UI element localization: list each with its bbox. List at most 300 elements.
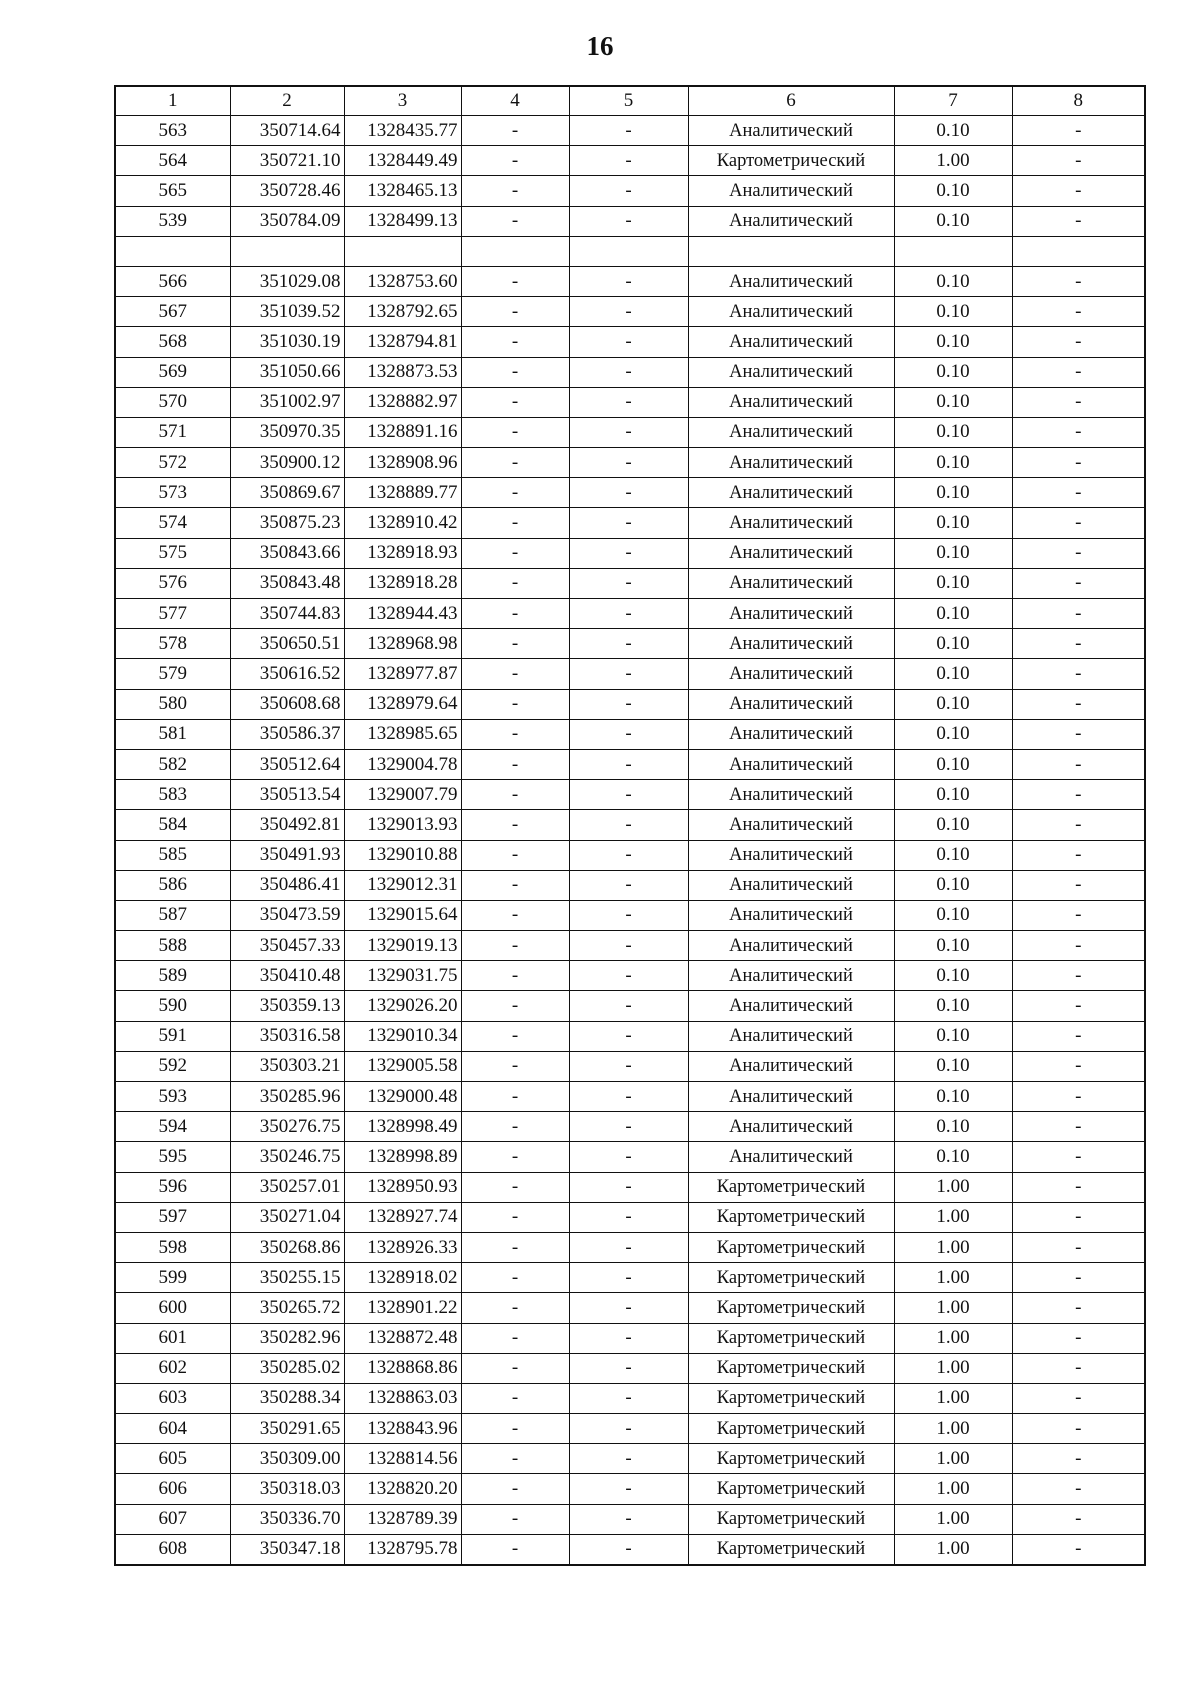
table-cell: - bbox=[1012, 1444, 1145, 1474]
table-cell: - bbox=[569, 327, 688, 357]
table-cell: 350246.75 bbox=[230, 1142, 344, 1172]
table-cell: - bbox=[461, 870, 569, 900]
table-cell: - bbox=[461, 840, 569, 870]
table-cell: 350608.68 bbox=[230, 689, 344, 719]
table-cell: - bbox=[569, 931, 688, 961]
table-cell: 590 bbox=[115, 991, 230, 1021]
table-cell: Аналитический bbox=[688, 689, 894, 719]
table-cell: - bbox=[1012, 1504, 1145, 1534]
table-cell bbox=[1012, 236, 1145, 266]
table-cell: 351050.66 bbox=[230, 357, 344, 387]
table-cell: - bbox=[461, 719, 569, 749]
table-cell: - bbox=[569, 387, 688, 417]
table-cell: 1328435.77 bbox=[344, 116, 461, 146]
table-row bbox=[115, 1534, 1145, 1565]
table-cell: - bbox=[461, 629, 569, 659]
table-cell: 1.00 bbox=[894, 1474, 1012, 1504]
table-cell: - bbox=[1012, 1383, 1145, 1413]
table-cell: - bbox=[1012, 931, 1145, 961]
table-cell: - bbox=[1012, 327, 1145, 357]
table-row bbox=[115, 810, 1145, 840]
table-row bbox=[115, 1414, 1145, 1444]
table-cell: 1.00 bbox=[894, 1293, 1012, 1323]
table-cell: 0.10 bbox=[894, 387, 1012, 417]
table-cell: Картометрический bbox=[688, 1263, 894, 1293]
table-cell bbox=[230, 236, 344, 266]
table-cell: 1328820.20 bbox=[344, 1474, 461, 1504]
table-cell: Аналитический bbox=[688, 478, 894, 508]
table-cell: 350512.64 bbox=[230, 749, 344, 779]
table-cell: - bbox=[569, 1021, 688, 1051]
table-cell: 598 bbox=[115, 1232, 230, 1262]
table-cell: - bbox=[569, 961, 688, 991]
table-cell: 350303.21 bbox=[230, 1051, 344, 1081]
table-cell: - bbox=[461, 1534, 569, 1565]
table-row bbox=[115, 931, 1145, 961]
table-cell: 0.10 bbox=[894, 357, 1012, 387]
table-cell: 351039.52 bbox=[230, 297, 344, 327]
table-cell: 350288.34 bbox=[230, 1383, 344, 1413]
table-cell: - bbox=[569, 417, 688, 447]
table-cell: 566 bbox=[115, 266, 230, 296]
table-cell: 604 bbox=[115, 1414, 230, 1444]
table-cell: - bbox=[569, 266, 688, 296]
table-cell: Картометрический bbox=[688, 1504, 894, 1534]
table-cell: - bbox=[1012, 1112, 1145, 1142]
table-cell: 0.10 bbox=[894, 568, 1012, 598]
table-cell: - bbox=[461, 1202, 569, 1232]
table-cell: 1328789.39 bbox=[344, 1504, 461, 1534]
table-row bbox=[115, 1082, 1145, 1112]
table-cell: - bbox=[1012, 176, 1145, 206]
table-row bbox=[115, 478, 1145, 508]
table-cell: 1328873.53 bbox=[344, 357, 461, 387]
table-cell: 1328985.65 bbox=[344, 719, 461, 749]
table-cell bbox=[894, 236, 1012, 266]
column-header-6: 6 bbox=[688, 86, 894, 116]
table-cell: - bbox=[461, 1474, 569, 1504]
table-cell: - bbox=[461, 116, 569, 146]
table-cell: Картометрический bbox=[688, 1444, 894, 1474]
table-cell: - bbox=[1012, 961, 1145, 991]
table-cell: - bbox=[1012, 417, 1145, 447]
table-cell: 0.10 bbox=[894, 870, 1012, 900]
table-cell: 1328499.13 bbox=[344, 206, 461, 236]
column-header-8: 8 bbox=[1012, 86, 1145, 116]
table-cell: - bbox=[569, 1051, 688, 1081]
table-cell: Картометрический bbox=[688, 1202, 894, 1232]
table-cell: 0.10 bbox=[894, 840, 1012, 870]
table-cell: - bbox=[1012, 1323, 1145, 1353]
table-row bbox=[115, 961, 1145, 991]
table-cell: - bbox=[1012, 538, 1145, 568]
table-cell: 608 bbox=[115, 1534, 230, 1565]
table-cell: 350486.41 bbox=[230, 870, 344, 900]
table-cell: - bbox=[1012, 508, 1145, 538]
table-header-row bbox=[115, 86, 1145, 116]
table-cell: 350714.64 bbox=[230, 116, 344, 146]
table-cell: 1328977.87 bbox=[344, 659, 461, 689]
table-cell: - bbox=[461, 659, 569, 689]
page-number: 16 bbox=[586, 31, 614, 61]
table-cell: - bbox=[1012, 206, 1145, 236]
table-cell: - bbox=[461, 1444, 569, 1474]
table-cell: 350316.58 bbox=[230, 1021, 344, 1051]
table-cell: - bbox=[1012, 357, 1145, 387]
table-cell: Аналитический bbox=[688, 538, 894, 568]
table-cell: Картометрический bbox=[688, 1293, 894, 1323]
table-cell: - bbox=[1012, 1202, 1145, 1232]
table-cell: 1328998.89 bbox=[344, 1142, 461, 1172]
table-cell: 1329012.31 bbox=[344, 870, 461, 900]
table-row bbox=[115, 448, 1145, 478]
table-row bbox=[115, 1383, 1145, 1413]
table-row bbox=[115, 417, 1145, 447]
table-cell: - bbox=[569, 1474, 688, 1504]
table-cell: - bbox=[569, 689, 688, 719]
table-cell: 350875.23 bbox=[230, 508, 344, 538]
table-cell: - bbox=[461, 568, 569, 598]
table-cell: 578 bbox=[115, 629, 230, 659]
table-cell: - bbox=[461, 1414, 569, 1444]
table-cell: - bbox=[461, 599, 569, 629]
table-cell: 1328794.81 bbox=[344, 327, 461, 357]
table-cell: Аналитический bbox=[688, 1142, 894, 1172]
table-cell: Картометрический bbox=[688, 1353, 894, 1383]
table-row bbox=[115, 629, 1145, 659]
coordinates-table bbox=[114, 85, 1146, 1566]
table-cell: 350869.67 bbox=[230, 478, 344, 508]
table-cell: - bbox=[461, 931, 569, 961]
table-cell: 1328449.49 bbox=[344, 146, 461, 176]
table-cell: 0.10 bbox=[894, 599, 1012, 629]
table-cell: 569 bbox=[115, 357, 230, 387]
table-row bbox=[115, 1474, 1145, 1504]
table-cell: - bbox=[569, 749, 688, 779]
table-cell: - bbox=[569, 840, 688, 870]
table-cell: 350309.00 bbox=[230, 1444, 344, 1474]
table-cell: Аналитический bbox=[688, 266, 894, 296]
table-cell: 1328792.65 bbox=[344, 297, 461, 327]
table-cell: Аналитический bbox=[688, 900, 894, 930]
table-cell: - bbox=[1012, 1082, 1145, 1112]
table-cell: Аналитический bbox=[688, 1051, 894, 1081]
table-cell: - bbox=[569, 448, 688, 478]
table-cell: - bbox=[1012, 1353, 1145, 1383]
table-cell: Аналитический bbox=[688, 508, 894, 538]
table-row bbox=[115, 327, 1145, 357]
table-cell: - bbox=[569, 1082, 688, 1112]
table-cell: Аналитический bbox=[688, 448, 894, 478]
table-cell: 1328889.77 bbox=[344, 478, 461, 508]
table-cell: - bbox=[461, 1323, 569, 1353]
table-cell: 0.10 bbox=[894, 810, 1012, 840]
table-cell: 593 bbox=[115, 1082, 230, 1112]
table-cell: 1328918.28 bbox=[344, 568, 461, 598]
table-cell: - bbox=[569, 1534, 688, 1565]
table-cell: 1328918.93 bbox=[344, 538, 461, 568]
table-row bbox=[115, 1051, 1145, 1081]
table-cell: 0.10 bbox=[894, 116, 1012, 146]
table-cell: 1328950.93 bbox=[344, 1172, 461, 1202]
table-cell: - bbox=[569, 1263, 688, 1293]
table-cell: - bbox=[461, 1232, 569, 1262]
table-cell: 350728.46 bbox=[230, 176, 344, 206]
table-cell: - bbox=[569, 629, 688, 659]
table-cell: - bbox=[461, 689, 569, 719]
table-cell: - bbox=[569, 357, 688, 387]
table-cell: - bbox=[569, 780, 688, 810]
table-cell: - bbox=[1012, 387, 1145, 417]
column-header-4: 4 bbox=[461, 86, 569, 116]
table-cell: 597 bbox=[115, 1202, 230, 1232]
table-cell: Аналитический bbox=[688, 961, 894, 991]
table-cell: Аналитический bbox=[688, 417, 894, 447]
table-cell: 605 bbox=[115, 1444, 230, 1474]
table-cell: 591 bbox=[115, 1021, 230, 1051]
table-cell: - bbox=[461, 1021, 569, 1051]
table-cell: 1329010.88 bbox=[344, 840, 461, 870]
table-cell: Картометрический bbox=[688, 1474, 894, 1504]
table-cell: 596 bbox=[115, 1172, 230, 1202]
table-cell: - bbox=[1012, 568, 1145, 598]
table-cell: - bbox=[569, 659, 688, 689]
table-cell: - bbox=[569, 1323, 688, 1353]
table-row bbox=[115, 1323, 1145, 1353]
table-row bbox=[115, 1202, 1145, 1232]
table-cell: - bbox=[569, 719, 688, 749]
table-cell: 1329005.58 bbox=[344, 1051, 461, 1081]
table-cell: 0.10 bbox=[894, 689, 1012, 719]
table-cell: 573 bbox=[115, 478, 230, 508]
table-row bbox=[115, 870, 1145, 900]
table-cell: - bbox=[461, 780, 569, 810]
table-cell: 579 bbox=[115, 659, 230, 689]
table-cell: - bbox=[1012, 1534, 1145, 1565]
table-cell: 1329013.93 bbox=[344, 810, 461, 840]
table-cell: Аналитический bbox=[688, 599, 894, 629]
table-cell: Аналитический bbox=[688, 387, 894, 417]
table-cell: - bbox=[1012, 810, 1145, 840]
table-cell: - bbox=[569, 508, 688, 538]
table-cell: 351002.97 bbox=[230, 387, 344, 417]
table-cell: - bbox=[1012, 266, 1145, 296]
table-row bbox=[115, 1293, 1145, 1323]
table-cell: 0.10 bbox=[894, 961, 1012, 991]
table-body bbox=[115, 116, 1145, 1566]
table-cell: - bbox=[1012, 1232, 1145, 1262]
table-cell: - bbox=[1012, 689, 1145, 719]
table-cell: 1328891.16 bbox=[344, 417, 461, 447]
table-cell: Картометрический bbox=[688, 1232, 894, 1262]
table-row bbox=[115, 599, 1145, 629]
table-cell: - bbox=[1012, 297, 1145, 327]
table-cell: - bbox=[461, 417, 569, 447]
table-cell: 588 bbox=[115, 931, 230, 961]
table-cell: - bbox=[1012, 1414, 1145, 1444]
table-cell: 0.10 bbox=[894, 448, 1012, 478]
table-cell: - bbox=[569, 1383, 688, 1413]
table-cell: - bbox=[569, 1202, 688, 1232]
table-cell: 0.10 bbox=[894, 1142, 1012, 1172]
table-cell: - bbox=[1012, 116, 1145, 146]
table-cell: 1329026.20 bbox=[344, 991, 461, 1021]
table-row bbox=[115, 1504, 1145, 1534]
table-cell: 1328968.98 bbox=[344, 629, 461, 659]
table-cell: 0.10 bbox=[894, 417, 1012, 447]
table-cell: - bbox=[569, 1142, 688, 1172]
table-cell: 350843.48 bbox=[230, 568, 344, 598]
table-cell: - bbox=[569, 146, 688, 176]
table-cell: - bbox=[1012, 1051, 1145, 1081]
table-cell: 584 bbox=[115, 810, 230, 840]
table-cell: 0.10 bbox=[894, 508, 1012, 538]
table-cell: - bbox=[1012, 659, 1145, 689]
table-cell: 1.00 bbox=[894, 1263, 1012, 1293]
column-header-1: 1 bbox=[115, 86, 230, 116]
table-row bbox=[115, 1112, 1145, 1142]
table-cell: - bbox=[461, 206, 569, 236]
table-cell: 1.00 bbox=[894, 1172, 1012, 1202]
table-cell bbox=[344, 236, 461, 266]
table-cell: 1328882.97 bbox=[344, 387, 461, 417]
table-cell: 601 bbox=[115, 1323, 230, 1353]
table-cell: 1.00 bbox=[894, 1202, 1012, 1232]
column-header-5: 5 bbox=[569, 86, 688, 116]
table-cell: - bbox=[461, 1142, 569, 1172]
table-cell: Аналитический bbox=[688, 810, 894, 840]
table-cell: 0.10 bbox=[894, 176, 1012, 206]
table-cell: - bbox=[569, 538, 688, 568]
table-cell: Картометрический bbox=[688, 1383, 894, 1413]
table-row bbox=[115, 1444, 1145, 1474]
table-cell: - bbox=[461, 1353, 569, 1383]
table-cell: 607 bbox=[115, 1504, 230, 1534]
table-row bbox=[115, 1353, 1145, 1383]
table-cell: Аналитический bbox=[688, 719, 894, 749]
table-cell: 1.00 bbox=[894, 1504, 1012, 1534]
table-cell: - bbox=[1012, 599, 1145, 629]
table-cell: Аналитический bbox=[688, 206, 894, 236]
table-cell: - bbox=[461, 327, 569, 357]
table-row bbox=[115, 900, 1145, 930]
table-cell: 0.10 bbox=[894, 900, 1012, 930]
table-cell: 0.10 bbox=[894, 1082, 1012, 1112]
table-cell: - bbox=[1012, 719, 1145, 749]
table-cell: 1328944.43 bbox=[344, 599, 461, 629]
table-cell: - bbox=[569, 810, 688, 840]
table-cell: - bbox=[1012, 1293, 1145, 1323]
table-cell: 592 bbox=[115, 1051, 230, 1081]
table-cell: - bbox=[569, 1293, 688, 1323]
table-cell: 350285.02 bbox=[230, 1353, 344, 1383]
table-cell: - bbox=[461, 297, 569, 327]
table-cell: 1329015.64 bbox=[344, 900, 461, 930]
table-cell: 350276.75 bbox=[230, 1112, 344, 1142]
table-cell bbox=[688, 236, 894, 266]
table-cell: Аналитический bbox=[688, 870, 894, 900]
table-cell: - bbox=[569, 176, 688, 206]
table-cell: - bbox=[461, 810, 569, 840]
table-cell: - bbox=[461, 357, 569, 387]
table-cell: 585 bbox=[115, 840, 230, 870]
table-row bbox=[115, 1232, 1145, 1262]
table-cell: Аналитический bbox=[688, 327, 894, 357]
table-cell: 567 bbox=[115, 297, 230, 327]
table-cell: 1.00 bbox=[894, 1232, 1012, 1262]
table-cell: - bbox=[569, 870, 688, 900]
table-cell: 0.10 bbox=[894, 629, 1012, 659]
table-cell: 0.10 bbox=[894, 206, 1012, 236]
table-cell: 565 bbox=[115, 176, 230, 206]
table-cell: Картометрический bbox=[688, 1172, 894, 1202]
table-row bbox=[115, 357, 1145, 387]
table-cell: - bbox=[461, 1172, 569, 1202]
table-cell: - bbox=[461, 538, 569, 568]
table-cell: 594 bbox=[115, 1112, 230, 1142]
table-cell: - bbox=[569, 599, 688, 629]
table-cell: 1328843.96 bbox=[344, 1414, 461, 1444]
table-cell: 350347.18 bbox=[230, 1534, 344, 1565]
table-cell: 350616.52 bbox=[230, 659, 344, 689]
table-cell: 1328901.22 bbox=[344, 1293, 461, 1323]
table-cell: 0.10 bbox=[894, 266, 1012, 296]
table-cell: 1328814.56 bbox=[344, 1444, 461, 1474]
table-cell: Картометрический bbox=[688, 1534, 894, 1565]
table-cell: Аналитический bbox=[688, 749, 894, 779]
table-cell: 595 bbox=[115, 1142, 230, 1172]
table-row bbox=[115, 266, 1145, 296]
table-cell: - bbox=[569, 1112, 688, 1142]
table-cell: 581 bbox=[115, 719, 230, 749]
table-cell: 1329019.13 bbox=[344, 931, 461, 961]
table-cell: 600 bbox=[115, 1293, 230, 1323]
table-row bbox=[115, 1142, 1145, 1172]
table-cell: 603 bbox=[115, 1383, 230, 1413]
table-cell: 1329031.75 bbox=[344, 961, 461, 991]
table-cell: 1.00 bbox=[894, 1534, 1012, 1565]
table-cell: 351030.19 bbox=[230, 327, 344, 357]
table-cell: Аналитический bbox=[688, 991, 894, 1021]
table-cell: - bbox=[1012, 900, 1145, 930]
table-row bbox=[115, 1021, 1145, 1051]
table-cell: 350336.70 bbox=[230, 1504, 344, 1534]
table-cell: 1328753.60 bbox=[344, 266, 461, 296]
table-cell: 587 bbox=[115, 900, 230, 930]
table-cell: - bbox=[461, 1112, 569, 1142]
table-cell: 350271.04 bbox=[230, 1202, 344, 1232]
table-cell: 350282.96 bbox=[230, 1323, 344, 1353]
table-row bbox=[115, 719, 1145, 749]
table-cell: - bbox=[461, 900, 569, 930]
column-header-3: 3 bbox=[344, 86, 461, 116]
table-cell: 576 bbox=[115, 568, 230, 598]
column-header-7: 7 bbox=[894, 86, 1012, 116]
table-cell: - bbox=[461, 176, 569, 206]
table-cell: - bbox=[461, 1293, 569, 1323]
table-cell: 0.10 bbox=[894, 1021, 1012, 1051]
table-cell: 586 bbox=[115, 870, 230, 900]
table-cell: 1328918.02 bbox=[344, 1263, 461, 1293]
table-cell: 350721.10 bbox=[230, 146, 344, 176]
table-cell: Аналитический bbox=[688, 659, 894, 689]
table-row bbox=[115, 749, 1145, 779]
table-cell: - bbox=[569, 900, 688, 930]
table-cell: Аналитический bbox=[688, 629, 894, 659]
table-cell: - bbox=[461, 478, 569, 508]
table-cell: - bbox=[569, 116, 688, 146]
table-cell: 563 bbox=[115, 116, 230, 146]
